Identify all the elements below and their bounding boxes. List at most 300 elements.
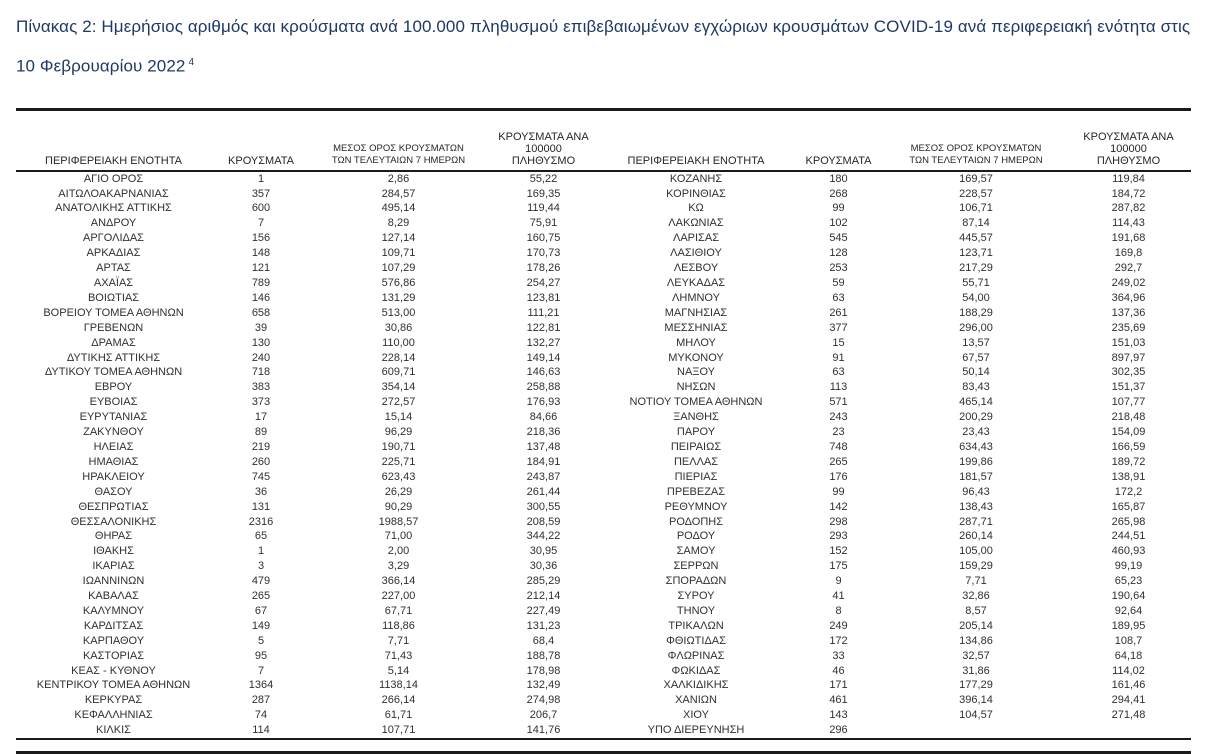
avg7-value: 90,29	[384, 500, 413, 513]
table-row	[16, 321, 1191, 336]
region-name: ΦΩΚΙΔΑΣ	[671, 664, 721, 677]
per100k-value: 30,36	[529, 560, 558, 573]
region-name: ΕΥΡΥΤΑΝΙΑΣ	[79, 411, 148, 424]
cases-count: 3	[257, 560, 265, 573]
cases-count: 268	[829, 187, 848, 200]
avg7-value: 177,29	[959, 679, 993, 692]
avg7-value: 287,71	[959, 515, 993, 528]
per100k-value: 344,22	[526, 530, 561, 543]
cases-count: 243	[829, 411, 848, 424]
cases-count: 658	[251, 306, 271, 319]
table-row	[16, 231, 1191, 246]
avg7-value: 2,86	[387, 172, 410, 185]
avg7-value: 118,86	[382, 619, 415, 632]
per100k-value: 64,18	[1114, 649, 1143, 662]
region-name: ΤΡΙΚΑΛΩΝ	[668, 619, 724, 632]
per100k-value: 208,59	[526, 515, 561, 528]
per100k-value: 261,44	[526, 485, 561, 498]
per100k-value: 114,43	[1112, 217, 1145, 230]
per100k-value: 166,59	[1111, 440, 1146, 453]
per100k-value: 218,48	[1111, 411, 1146, 424]
region-name: ΚΕΡΚΥΡΑΣ	[84, 694, 143, 707]
footnote-marker: 4	[188, 57, 195, 68]
cases-count: 265	[829, 455, 848, 468]
region-name: ΖΑΚΥΝΘΟΥ	[83, 426, 144, 439]
per100k-value: 189,95	[1111, 619, 1146, 632]
per100k-value: 169,35	[526, 187, 561, 200]
cases-count: 99	[832, 485, 845, 498]
per100k-value: 460,93	[1111, 545, 1146, 558]
avg7-value: 131,29	[381, 291, 416, 304]
cases-count: 36	[254, 485, 268, 498]
region-name: ΜΗΛΟΥ	[676, 336, 716, 349]
region-name: ΒΟΙΩΤΙΑΣ	[87, 291, 140, 304]
per100k-value: 364,96	[1111, 291, 1146, 304]
table-row	[16, 380, 1191, 395]
per100k-value: 189,72	[1111, 455, 1146, 468]
per100k-value: 132,27	[526, 336, 561, 349]
region-name: ΤΗΝΟΥ	[676, 604, 716, 617]
per100k-value: 160,75	[526, 232, 561, 245]
table-row	[16, 425, 1191, 440]
per100k-value: 300,55	[526, 500, 561, 513]
cases-count: 8	[835, 604, 842, 617]
cases-count: 571	[829, 396, 848, 409]
avg7-value: 169,57	[959, 172, 993, 185]
per100k-value: 137,36	[1111, 306, 1146, 319]
avg7-value: 2,00	[387, 545, 410, 558]
region-name: ΛΗΜΝΟΥ	[672, 291, 720, 304]
table-row	[16, 604, 1191, 619]
avg7-value: 67,71	[384, 604, 413, 617]
cases-count: 128	[829, 247, 848, 260]
table-row	[16, 470, 1191, 485]
per100k-value: 227,49	[526, 604, 561, 617]
region-name: ΑΡΤΑΣ	[96, 262, 131, 275]
avg7-value: 107,71	[311, 723, 486, 739]
cases-count: 152	[829, 545, 848, 558]
cases-count: 789	[251, 277, 271, 289]
table-row	[16, 500, 1191, 515]
table-body	[16, 171, 1191, 739]
avg7-value: 54,00	[962, 291, 990, 304]
avg7-value: 266,14	[381, 694, 416, 707]
cases-count: 172	[829, 634, 848, 647]
cases-count: 148	[251, 247, 271, 260]
column-header-cases-left: ΚΡΟΥΣΜΑΤΑ	[211, 109, 311, 171]
per100k-value: 897,97	[1111, 351, 1146, 364]
column-header-region-left: ΠΕΡΙΦΕΡΕΙΑΚΗ ΕΝΟΤΗΤΑ	[16, 109, 211, 171]
region-name: ΚΑΡΠΑΘΟΥ	[82, 634, 145, 647]
avg7-value: 13,57	[962, 336, 990, 349]
region-name: ΧΑΛΚΙΔΙΚΗΣ	[663, 679, 729, 692]
per100k-value: 165,87	[1111, 500, 1146, 513]
region-name: ΣΥΡΟΥ	[677, 590, 715, 603]
per100k-value: 131,23	[526, 619, 561, 632]
cases-count: 63	[832, 366, 845, 379]
cases-count: 1	[257, 545, 265, 558]
avg7-value: 127,14	[381, 232, 416, 245]
region-name: ΚΟΡΙΝΘΙΑΣ	[666, 187, 726, 200]
cases-count: 46	[832, 664, 845, 677]
per100k-value: 212,14	[526, 590, 561, 603]
cases-count: 287	[251, 694, 271, 707]
region-name: ΝΗΣΩΝ	[676, 381, 716, 394]
region-name: ΠΕΛΛΑΣ	[673, 455, 719, 468]
region-name: ΝΟΤΙΟΥ ΤΟΜΕΑ ΑΘΗΝΩΝ	[629, 396, 763, 409]
region-name: ΘΗΡΑΣ	[94, 530, 133, 543]
region-name: ΝΑΞΟΥ	[677, 366, 715, 379]
cases-count: 745	[251, 470, 271, 483]
per100k-value: 122,81	[526, 321, 561, 334]
column-header-cases-right: ΚΡΟΥΣΜΑΤΑ	[791, 109, 886, 171]
cases-count: 41	[832, 590, 845, 603]
cases-count: 59	[832, 277, 845, 289]
avg7-value: 23,43	[962, 426, 990, 439]
table-row	[16, 201, 1191, 216]
per100k-value: 111,21	[527, 306, 560, 319]
cases-count: 293	[829, 530, 848, 543]
avg7-value: 107,29	[381, 262, 416, 275]
per100k-value: 154,09	[1111, 426, 1146, 439]
cases-count: 296	[791, 723, 886, 739]
cases-count: 146	[251, 291, 271, 304]
covid-table-container	[16, 108, 1191, 754]
per100k-value: 287,82	[1111, 202, 1146, 215]
cases-count: 461	[829, 694, 848, 707]
avg7-value: 50,14	[962, 366, 990, 379]
avg7-value: 623,43	[381, 470, 416, 483]
region-name: ΡΟΔΟΥ	[676, 530, 716, 543]
avg7-value: 110,00	[382, 336, 415, 349]
cases-count: 9	[835, 575, 842, 588]
table-row	[16, 336, 1191, 351]
cases-count: 99	[832, 202, 845, 215]
cases-count: 373	[251, 396, 271, 409]
per100k-value: 184,72	[1111, 187, 1146, 200]
per100k-value: 123,81	[526, 291, 561, 304]
avg7-value: 396,14	[959, 694, 993, 707]
per100k-value: 146,63	[526, 366, 561, 379]
avg7-value: 30,86	[384, 321, 413, 334]
avg7-value: 225,71	[381, 455, 416, 468]
region-name: ΚΑΛΥΜΝΟΥ	[82, 604, 145, 617]
avg7-value: 260,14	[959, 530, 993, 543]
per100k-value: 292,7	[1114, 262, 1143, 275]
per100k-value: 271,48	[1111, 709, 1146, 722]
column-header-avg7-right	[886, 109, 1066, 171]
region-name: ΕΒΡΟΥ	[94, 381, 133, 394]
avg7-value: 190,71	[381, 440, 416, 453]
avg7-value: 609,71	[381, 366, 416, 379]
table-row	[16, 276, 1191, 291]
table-row	[16, 515, 1191, 530]
per100k-value: 169,8	[1114, 247, 1143, 260]
region-name: ΗΛΕΙΑΣ	[93, 440, 134, 453]
cases-count: 33	[832, 649, 845, 662]
avg7-value: 134,86	[959, 634, 993, 647]
region-name: ΛΑΣΙΘΙΟΥ	[670, 247, 722, 260]
column-header-region-right: ΠΕΡΙΦΕΡΕΙΑΚΗ ΕΝΟΤΗΤΑ	[601, 109, 791, 171]
table-row	[16, 171, 1191, 187]
table-row	[16, 559, 1191, 574]
table-row	[16, 261, 1191, 276]
avg7-value: 8,29	[387, 217, 410, 230]
per100k-value: 254,27	[526, 277, 561, 289]
table-row	[16, 187, 1191, 202]
per100k-value: 92,64	[1114, 604, 1143, 617]
per100k-value: 188,78	[526, 649, 561, 662]
cases-count: 39	[254, 321, 268, 334]
cases-count: 15	[832, 336, 845, 349]
cases-count: 67	[254, 604, 268, 617]
region-name: ΚΕΝΤΡΙΚΟΥ ΤΟΜΕΑ ΑΘΗΝΩΝ	[36, 679, 191, 692]
cases-count: 143	[829, 709, 848, 722]
cases-count: 600	[251, 202, 271, 215]
cases-count: 545	[829, 232, 848, 245]
region-name: ΙΚΑΡΙΑΣ	[92, 560, 135, 573]
region-name: ΘΕΣΣΑΛΟΝΙΚΗΣ	[70, 515, 157, 528]
cases-count: 7	[257, 217, 265, 230]
avg7-value: 634,43	[959, 440, 993, 453]
avg7-value: 513,00	[381, 306, 416, 319]
cases-count: 249	[829, 619, 848, 632]
region-name: ΙΘΑΚΗΣ	[93, 545, 134, 558]
region-name: ΑΡΚΑΔΙΑΣ	[86, 247, 141, 260]
region-name: ΜΥΚΟΝΟΥ	[668, 351, 724, 364]
column-header-avg7-left	[311, 109, 486, 171]
cases-count: 5	[257, 634, 265, 647]
avg7-value: 83,43	[962, 381, 990, 394]
per100k-value: 151,03	[1111, 336, 1146, 349]
avg7-value: 71,43	[384, 649, 413, 662]
region-name: ΚΟΖΑΝΗΣ	[669, 172, 723, 185]
table-row	[16, 589, 1191, 604]
region-name: ΗΜΑΘΙΑΣ	[88, 455, 139, 468]
header-avg7-line1: ΜΕΣΟΣ ΟΡΟΣ ΚΡΟΥΣΜΑΤΩΝ	[333, 142, 464, 154]
header-per100k-line2: ΠΛΗΘΥΣΜΟ	[511, 154, 576, 167]
per100k-value: 265,98	[1111, 515, 1146, 528]
table-row	[16, 678, 1191, 693]
region-name: ΣΠΟΡΑΔΩΝ	[665, 575, 727, 588]
cases-count: 260	[251, 455, 271, 468]
region-name: ΘΑΣΟΥ	[94, 485, 133, 498]
region-name: ΣΑΜΟΥ	[676, 545, 716, 558]
per100k-value: 114,02	[1112, 664, 1145, 677]
cases-count: 130	[251, 336, 271, 349]
per100k-value: 206,7	[529, 709, 558, 722]
region-name: ΞΑΝΘΗΣ	[673, 411, 719, 424]
table-row	[16, 395, 1191, 410]
covid-region-table	[16, 108, 1191, 740]
avg7-value: 87,14	[962, 217, 990, 230]
table-row	[16, 649, 1191, 664]
avg7-value: 96,43	[962, 485, 990, 498]
avg7-value: 61,71	[384, 709, 413, 722]
avg7-value: 5,14	[387, 664, 410, 677]
per100k-value: 249,02	[1111, 277, 1146, 289]
region-name: ΑΓΙΟ ΟΡΟΣ	[83, 172, 144, 185]
cases-count: 89	[254, 426, 268, 439]
per100k-value: 55,22	[529, 172, 558, 185]
table-row	[16, 455, 1191, 470]
cases-count: 265	[251, 590, 271, 603]
cases-count: 156	[251, 232, 271, 245]
cases-count: 1	[257, 172, 265, 185]
region-name: ΚΕΦΑΛΛΗΝΙΑΣ	[74, 709, 153, 722]
avg7-value: 495,14	[381, 202, 416, 215]
per100k-value: 75,91	[529, 217, 558, 230]
avg7-value: 1138,14	[379, 679, 418, 692]
cases-count: 383	[251, 381, 271, 394]
region-name: ΧΙΟΥ	[683, 709, 709, 722]
avg7-value: 31,86	[962, 664, 990, 677]
column-header-per100k-right	[1066, 109, 1191, 171]
region-name: ΚΑΡΔΙΤΣΑΣ	[83, 619, 144, 632]
table-row	[16, 246, 1191, 261]
per100k-value: 137,48	[526, 440, 561, 453]
table-row	[16, 351, 1191, 366]
per100k-value: 68,4	[532, 634, 555, 647]
avg7-value: 32,57	[962, 649, 990, 662]
avg7-value: 445,57	[959, 232, 993, 245]
cases-count: 479	[251, 575, 271, 588]
avg7-value: 15,14	[384, 411, 413, 424]
region-name: ΔΡΑΜΑΣ	[91, 336, 136, 349]
per100k-value: 178,98	[526, 664, 561, 677]
cases-count: 17	[254, 411, 268, 424]
avg7-value: 188,29	[959, 306, 993, 319]
region-name: ΕΥΒΟΙΑΣ	[89, 396, 138, 409]
region-name: ΓΡΕΒΕΝΩΝ	[83, 321, 144, 334]
region-name: ΚΙΛΚΙΣ	[16, 723, 211, 739]
avg7-value: 138,43	[959, 500, 993, 513]
cases-count: 114	[211, 723, 311, 739]
per100k-value: 65,23	[1114, 575, 1143, 588]
cases-count: 718	[251, 366, 271, 379]
header-avg7-line1: ΜΕΣΟΣ ΟΡΟΣ ΚΡΟΥΣΜΑΤΩΝ	[910, 142, 1042, 154]
avg7-value: 55,71	[962, 277, 990, 289]
avg7-value: 7,71	[965, 575, 987, 588]
avg7-value: 205,14	[959, 619, 993, 632]
cases-count: 113	[829, 381, 848, 394]
region-name: ΑΡΓΟΛΙΔΑΣ	[83, 232, 144, 245]
cases-count: 377	[829, 321, 848, 334]
table-row	[16, 693, 1191, 708]
per100k-value: 107,77	[1111, 396, 1146, 409]
avg7-value: 465,14	[959, 396, 993, 409]
avg7-value: 105,00	[959, 545, 993, 558]
per100k-value: 243,87	[526, 470, 561, 483]
cases-count: 7	[257, 664, 265, 677]
cases-count: 261	[829, 306, 848, 319]
per100k-value: 132,49	[526, 679, 561, 692]
avg7-value	[886, 723, 1066, 739]
avg7-value: 228,14	[381, 351, 416, 364]
per100k-value: 151,37	[1111, 381, 1146, 394]
cases-count: 131	[251, 500, 271, 513]
cases-count: 748	[829, 440, 848, 453]
avg7-value: 272,57	[381, 396, 416, 409]
column-header-per100k-left	[486, 109, 601, 171]
cases-count: 1364	[248, 679, 274, 692]
per100k-value: 176,93	[526, 396, 561, 409]
table-row	[16, 291, 1191, 306]
table-row	[16, 634, 1191, 649]
avg7-value: 354,14	[381, 381, 416, 394]
region-name: ΦΛΩΡΙΝΑΣ	[667, 649, 725, 662]
region-name: ΠΙΕΡΙΑΣ	[674, 470, 718, 483]
per100k-value: 218,36	[526, 426, 561, 439]
cases-count: 219	[251, 440, 271, 453]
region-name: ΒΟΡΕΙΟΥ ΤΟΜΕΑ ΑΘΗΝΩΝ	[43, 306, 184, 319]
avg7-value: 109,71	[381, 247, 416, 260]
cases-count: 2316	[248, 515, 274, 528]
region-name: ΛΕΥΚΑΔΑΣ	[666, 277, 726, 289]
avg7-value: 26,29	[384, 485, 413, 498]
avg7-value: 104,57	[959, 709, 993, 722]
region-name: ΠΕΙΡΑΙΩΣ	[670, 440, 722, 453]
per100k-value: 84,66	[529, 411, 558, 424]
per100k-value: 138,91	[1111, 470, 1146, 483]
avg7-value: 7,71	[387, 634, 410, 647]
table-row	[16, 708, 1191, 723]
region-name: ΠΡΕΒΕΖΑΣ	[666, 485, 726, 498]
region-name: ΙΩΑΝΝΙΝΩΝ	[82, 575, 145, 588]
table-row	[16, 410, 1191, 425]
per100k-value: 184,91	[526, 455, 561, 468]
avg7-value: 32,86	[962, 590, 990, 603]
per100k-value: 30,95	[529, 545, 558, 558]
avg7-value: 217,29	[959, 262, 993, 275]
region-name: ΜΕΣΣΗΝΙΑΣ	[664, 321, 728, 334]
avg7-value: 71,00	[384, 530, 413, 543]
per100k-value: 108,7	[1114, 634, 1143, 647]
region-name: ΡΕΘΥΜΝΟΥ	[664, 500, 728, 513]
header-per100k-line2: ΠΛΗΘΥΣΜΟ	[1096, 154, 1161, 167]
per100k-value: 170,73	[526, 247, 561, 260]
region-name: ΜΑΓΝΗΣΙΑΣ	[664, 306, 728, 319]
avg7-value: 576,86	[381, 277, 416, 289]
header-per100k-line1: ΚΡΟΥΣΜΑΤΑ ΑΝΑ 100000	[1083, 130, 1174, 155]
region-name: ΑΝΑΤΟΛΙΚΗΣ ΑΤΤΙΚΗΣ	[55, 202, 172, 215]
per100k-value: 258,88	[526, 381, 561, 394]
region-name: ΑΙΤΩΛΟΑΚΑΡΝΑΝΙΑΣ	[58, 187, 169, 200]
per100k-value: 190,64	[1111, 590, 1146, 603]
cases-count: 23	[832, 426, 845, 439]
avg7-value: 366,14	[381, 575, 416, 588]
cases-count: 142	[829, 500, 848, 513]
table-row	[16, 723, 1191, 739]
per100k-value: 99,19	[1114, 560, 1143, 573]
avg7-value: 106,71	[959, 202, 993, 215]
table-row	[16, 485, 1191, 500]
cases-count: 175	[829, 560, 848, 573]
region-name: ΑΧΑΪΑΣ	[93, 277, 134, 289]
avg7-value: 199,86	[959, 455, 993, 468]
per100k-value: 149,14	[526, 351, 561, 364]
region-name: ΚΕΑΣ - ΚΥΘΝΟΥ	[71, 664, 156, 677]
cases-count: 121	[251, 262, 271, 275]
avg7-value: 123,71	[959, 247, 993, 260]
region-name: ΛΕΣΒΟΥ	[673, 262, 719, 275]
avg7-value: 1988,57	[378, 515, 419, 528]
per100k-value: 274,98	[526, 694, 561, 707]
table-row	[16, 619, 1191, 634]
region-name: ΔΥΤΙΚΟΥ ΤΟΜΕΑ ΑΘΗΝΩΝ	[44, 366, 183, 379]
cases-count: 171	[829, 679, 848, 692]
region-name: ΡΟΔΟΠΗΣ	[668, 515, 724, 528]
